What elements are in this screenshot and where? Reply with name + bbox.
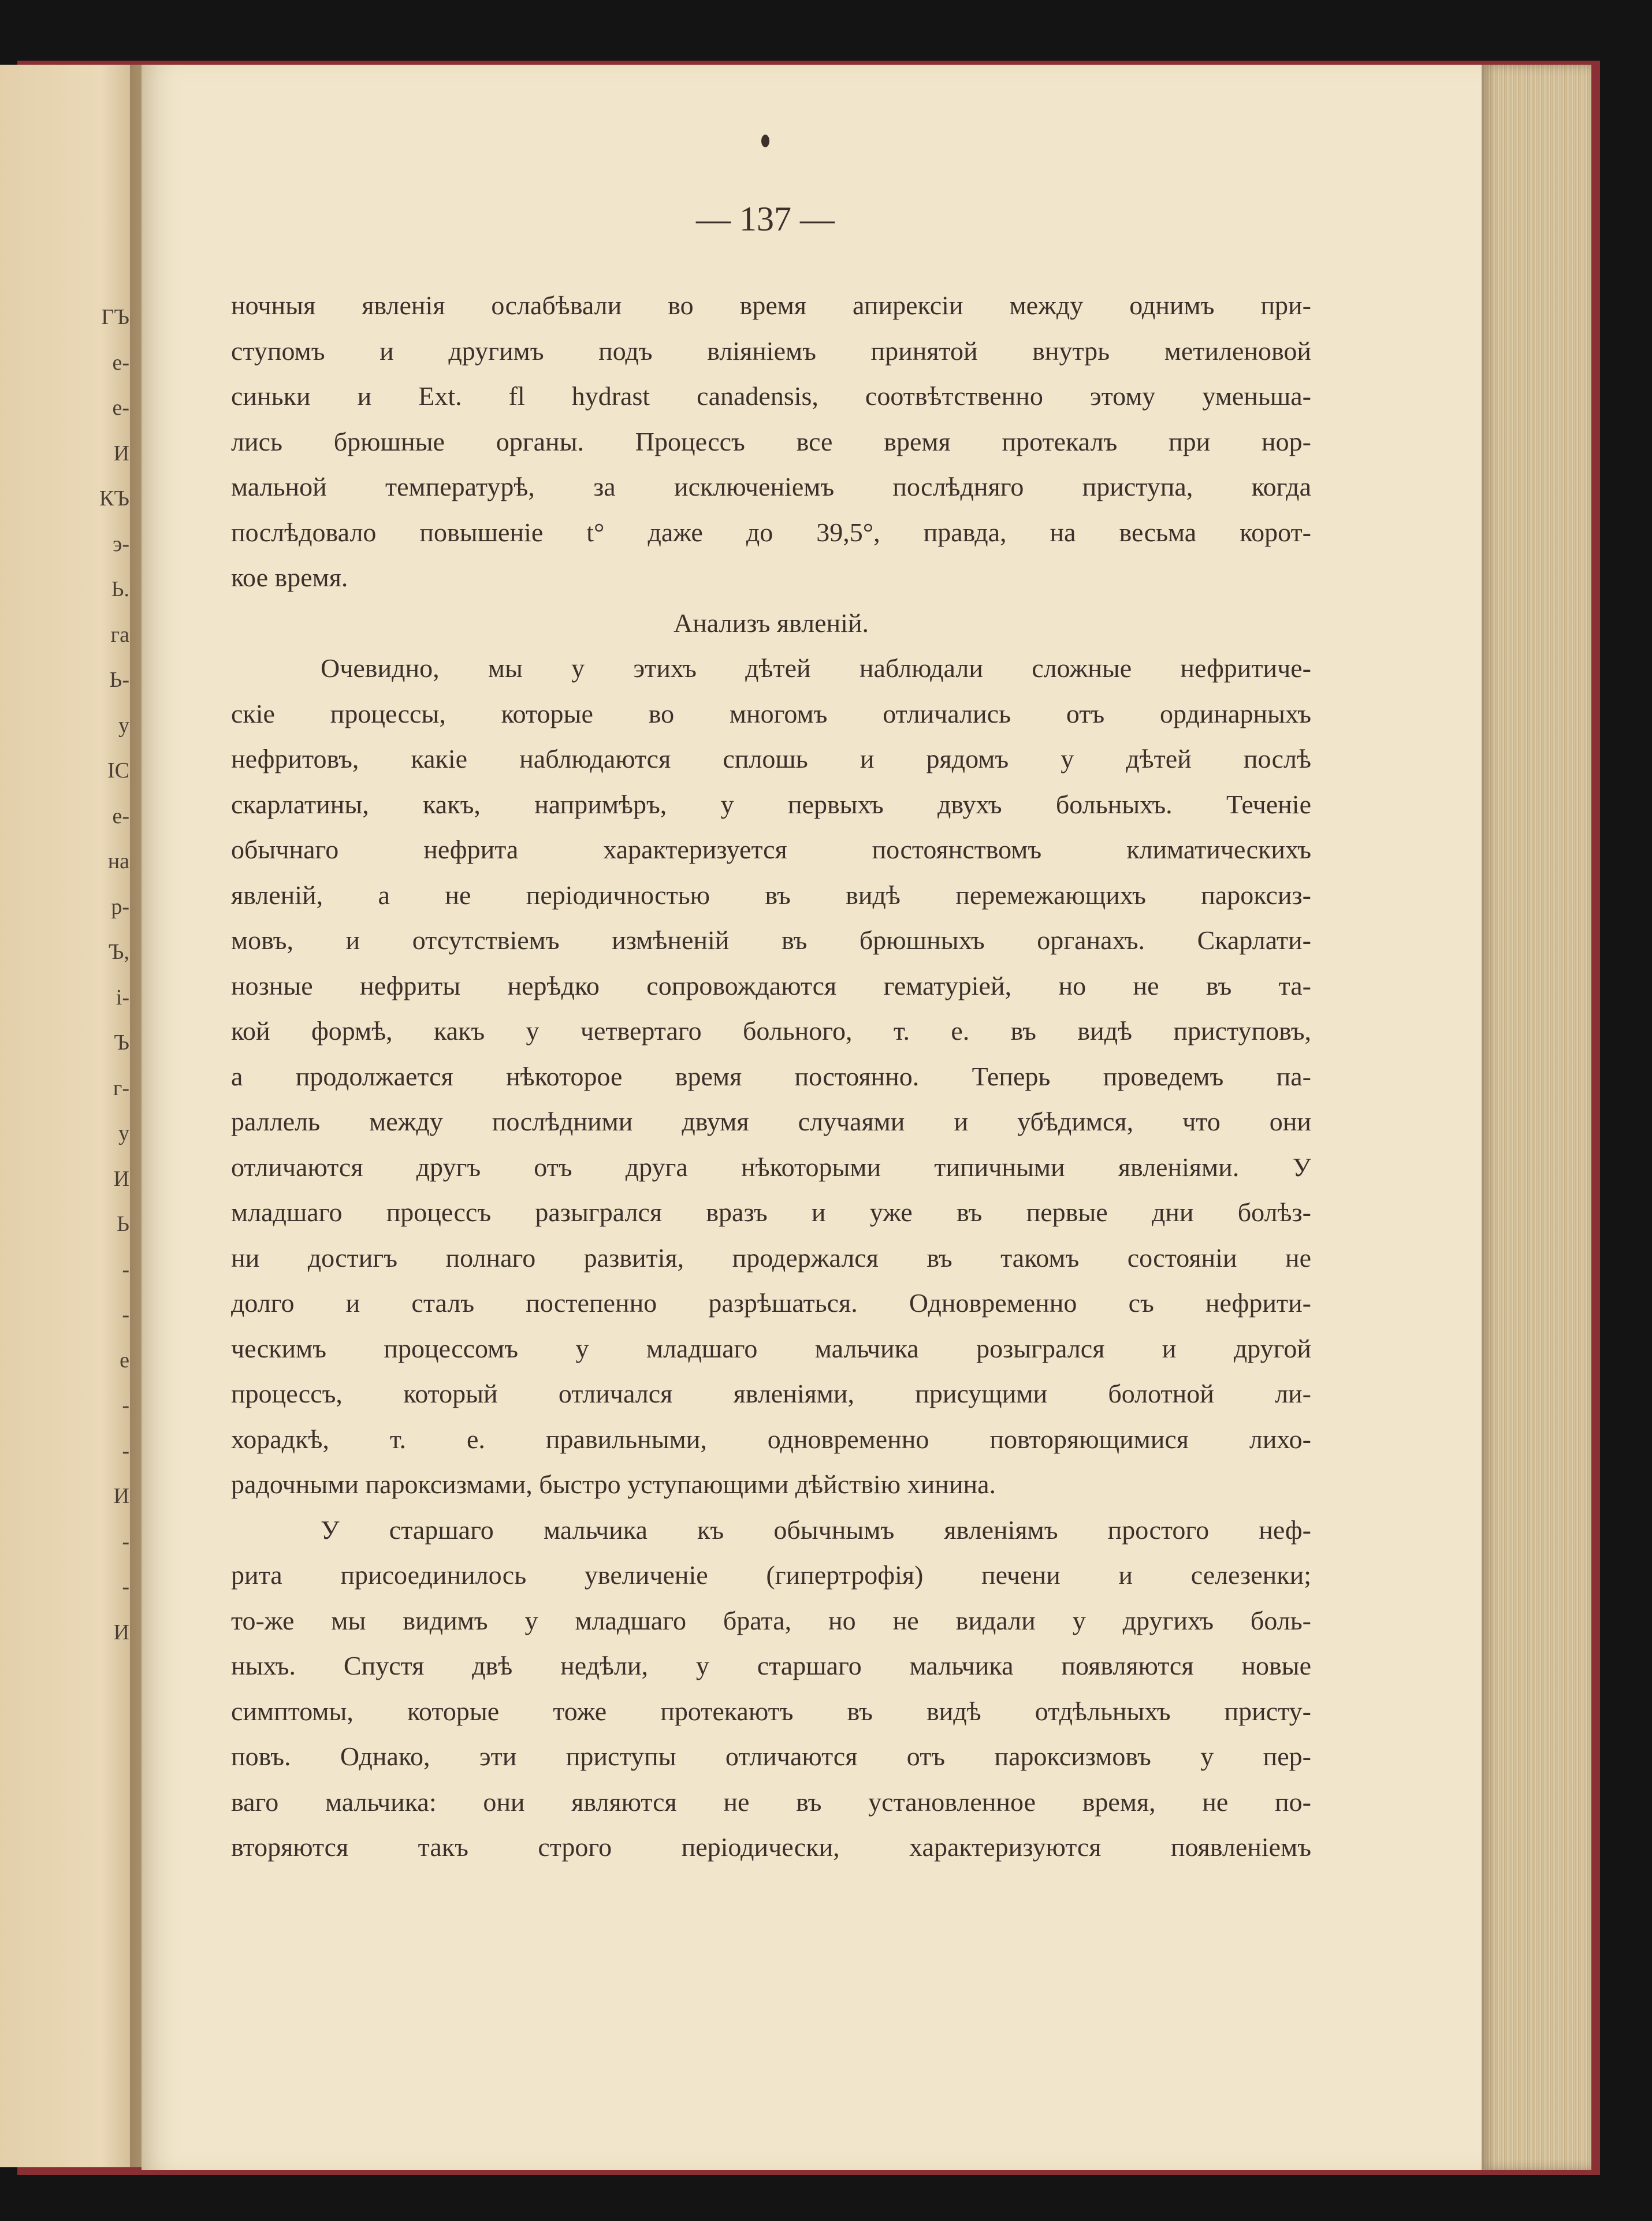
- text-line: нозные нефриты нерѣдко сопровождаются гематуріей, но не въ та-: [231, 970, 1311, 1000]
- facing-page-fragment: ГЪ: [101, 305, 129, 329]
- facing-page-fragment: -: [122, 1575, 129, 1599]
- facing-page-fragment: -: [122, 1257, 129, 1282]
- facing-page-fragment: КЪ: [99, 486, 129, 511]
- facing-page-fragment: И: [113, 1484, 129, 1508]
- facing-page-fragment: ІС: [107, 758, 129, 783]
- facing-page-fragment: И: [113, 1620, 129, 1645]
- text-line: отличаются другъ отъ друга нѣкоторыми типичными явленіями. У: [231, 1152, 1311, 1182]
- facing-page-fragment: г-: [113, 1076, 129, 1100]
- text-line: вторяются такъ строго періодически, характеризуются появленіемъ: [231, 1832, 1311, 1862]
- text-line: У старшаго мальчика къ обычнымъ явленіямъ простого неф-: [321, 1515, 1311, 1545]
- text-line: скіе процессы, которые во многомъ отличались отъ ординарныхъ: [231, 698, 1311, 728]
- text-line: рита присоединилось увеличеніе (гипертрофія) печени и селезенки;: [231, 1560, 1311, 1590]
- text-line: явленій, а не періодичностью въ видѣ перемежающихъ пароксиз-: [231, 880, 1311, 910]
- facing-page-fragment: га: [110, 622, 129, 647]
- facing-page-fragment: И: [113, 1166, 129, 1191]
- facing-page-fragment: і-: [116, 985, 129, 1010]
- text-line: послѣдовало повышеніе t° даже до 39,5°, правда, на весьма корот-: [231, 517, 1311, 547]
- text-line: Очевидно, мы у этихъ дѣтей наблюдали сложные нефритиче-: [321, 653, 1311, 683]
- facing-page-fragment: у: [118, 713, 129, 738]
- facing-page-fragment: э-: [113, 531, 129, 556]
- text-line: радочными пароксизмами, быстро уступающими дѣйствію хинина.: [231, 1469, 996, 1499]
- text-line: долго и сталъ постепенно разрѣшаться. Одновременно съ нефрити-: [231, 1288, 1311, 1318]
- facing-page-fragment: Ь: [117, 1212, 129, 1236]
- facing-page-fragment: -: [122, 1529, 129, 1554]
- text-line: а продолжается нѣкоторое время постоянно. Теперь проведемъ па-: [231, 1061, 1311, 1091]
- facing-page-fragment: Ъ: [114, 1030, 129, 1055]
- text-line: ческимъ процессомъ у младшаго мальчика розыгрался и другой: [231, 1333, 1311, 1363]
- facing-page-fragment: И: [113, 441, 129, 466]
- text-line: мовъ, и отсутствіемъ измѣненій въ брюшныхъ органахъ. Скарлати-: [231, 925, 1311, 955]
- text-line: ваго мальчика: они являются не въ установленное время, не по-: [231, 1787, 1311, 1817]
- ink-mark: [761, 135, 769, 147]
- text-line: ныхъ. Спустя двѣ недѣли, у старшаго мальчика появляются новые: [231, 1651, 1311, 1680]
- page-number: — 137 —: [696, 200, 835, 238]
- text-line: ступомъ и другимъ подъ вліяніемъ принятой внутрь метиленовой: [231, 336, 1311, 366]
- facing-page-fragment: е-: [112, 396, 129, 420]
- facing-page: [0, 65, 144, 2167]
- section-heading: Анализъ явленій.: [673, 608, 869, 638]
- text-line: ночныя явленія ослабѣвали во время апирексіи между однимъ при-: [231, 291, 1311, 320]
- text-line: хорадкѣ, т. е. правильными, одновременно повторяющимися лихо-: [231, 1424, 1311, 1454]
- facing-page-fragment: е: [120, 1348, 129, 1372]
- text-line: скарлатины, какъ, напримѣръ, у первыхъ двухъ больныхъ. Теченіе: [231, 789, 1311, 819]
- text-line: то-же мы видимъ у младшаго брата, но не видали у другихъ боль-: [231, 1605, 1311, 1635]
- facing-page-fragment: Ь-: [109, 668, 129, 692]
- facing-page-fragment: -: [122, 1438, 129, 1463]
- text-line: процессъ, который отличался явленіями, присущими болотной ли-: [231, 1379, 1311, 1408]
- text-line: симптомы, которые тоже протекаютъ въ видѣ отдѣльныхъ присту-: [231, 1696, 1311, 1726]
- text-line: нефритовъ, какіе наблюдаются сплошь и рядомъ у дѣтей послѣ: [231, 744, 1311, 773]
- facing-page-fragment: р-: [111, 894, 129, 919]
- page-edges: [1482, 65, 1591, 2170]
- text-line: повъ. Однако, эти приступы отличаются отъ пароксизмовъ у пер-: [231, 1742, 1311, 1771]
- facing-page-fragment: Ъ,: [108, 940, 129, 964]
- text-line: обычнаго нефрита характеризуется постоянствомъ климатическихъ: [231, 835, 1311, 864]
- facing-page-fragment: у: [118, 1121, 129, 1145]
- facing-page-fragment: е-: [112, 803, 129, 828]
- text-line: ни достигъ полнаго развитія, продержался въ такомъ состояніи не: [231, 1242, 1311, 1273]
- page-body: [231, 283, 1311, 1870]
- facing-page-fragment: е-: [112, 350, 129, 375]
- text-line: кое время.: [231, 563, 348, 592]
- facing-page-fragment: Ь.: [111, 577, 129, 601]
- text-line: мальной температурѣ, за исключеніемъ послѣдняго приступа, когда: [231, 472, 1311, 501]
- text-line: младшаго процессъ разыгрался вразъ и уже въ первые дни болѣз-: [231, 1197, 1311, 1227]
- text-line: кой формѣ, какъ у четвертаго больного, т. е. въ видѣ приступовъ,: [231, 1016, 1311, 1046]
- facing-page-fragment: на: [107, 849, 129, 873]
- facing-page-fragment: -: [122, 1393, 129, 1418]
- text-line: синьки и Ext. fl hydrast canadensis, соотвѣтственно этому уменьша-: [231, 381, 1311, 411]
- facing-page-fragment: -: [122, 1303, 129, 1327]
- text-line: лись брюшные органы. Процессъ все время протекалъ при нор-: [231, 426, 1311, 456]
- text-line: раллель между послѣдними двумя случаями и убѣдимся, что они: [231, 1107, 1311, 1136]
